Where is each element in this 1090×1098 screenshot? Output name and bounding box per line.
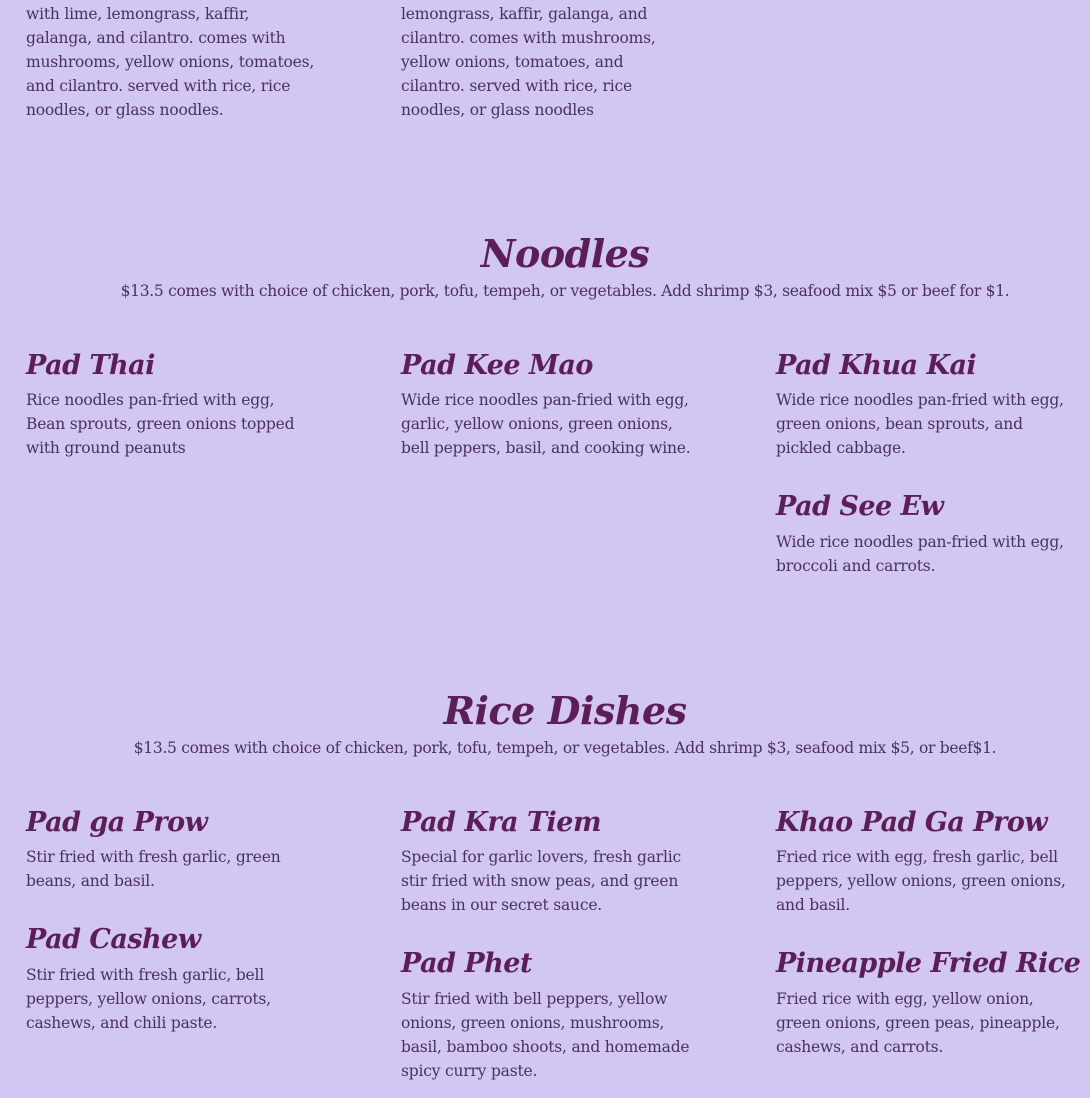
dish-name: Pad See Ew [776,491,944,522]
menu-item-description: with lime, lemongrass, kaffir, galanga, and cilantro. comes with mushrooms, yellow onions, tomatoes, and cilantro. served with rice, rice noodles, or glass noodles. [26,5,315,119]
section-subtitle-rice-dishes: $13.5 comes with choice of chicken, pork, tofu, tempeh, or vegetables. Add shrimp $3, seafood mix $5, or beef$1. [133,739,997,757]
dish-name: Khao Pad Ga Prow [776,807,1048,838]
dish-name: Pad Kee Mao [401,350,593,381]
section-title-rice-dishes: Rice Dishes [443,688,687,733]
dish-description: Fried rice with egg, fresh garlic, bell peppers, yellow onions, green onions, and basil. [776,848,1066,914]
dish-name: Pad Kra Tiem [401,807,602,838]
dish-description: Wide rice noodles pan-fried with egg, broccoli and carrots. [776,533,1064,575]
dish-name: Pad ga Prow [26,807,208,838]
dish-description: Stir fried with bell peppers, yellow onions, green onions, mushrooms, basil, bamboo shoots, and homemade spicy curry paste. [401,990,690,1080]
dish-name: Pineapple Fried Rice [776,948,1081,979]
dish-name: Pad Khua Kai [776,350,977,381]
section-subtitle-noodles: $13.5 comes with choice of chicken, pork, tofu, tempeh, or vegetables. Add shrimp $3, seafood mix $5 or beef for $1. [120,282,1010,300]
dish-description: Stir fried with fresh garlic, bell peppers, yellow onions, carrots, cashews, and chili paste. [26,966,271,1032]
dish-description: Special for garlic lovers, fresh garlic stir fried with snow peas, and green beans in our secret sauce. [401,848,681,914]
dish-name: Pad Thai [26,350,155,381]
dish-description: Wide rice noodles pan-fried with egg, garlic, yellow onions, green onions, bell peppers, basil, and cooking wine. [401,391,691,457]
dish-name: Pad Phet [401,948,532,979]
dish-description: Stir fried with fresh garlic, green beans, and basil. [26,848,281,890]
menu-item-description: lemongrass, kaffir, galanga, and cilantro. comes with mushrooms, yellow onions, tomatoes, and cilantro. served with rice, rice noodles, or glass noodles [401,5,656,119]
dish-description: Rice noodles pan-fried with egg, Bean sprouts, green onions topped with ground peanuts [26,391,295,457]
dish-description: Wide rice noodles pan-fried with egg, green onions, bean sprouts, and pickled cabbage. [776,391,1064,457]
dish-description: Fried rice with egg, yellow onion, green onions, green peas, pineapple, cashews, and carrots. [776,990,1060,1056]
dish-name: Pad Cashew [26,924,201,955]
section-title-noodles: Noodles [480,231,650,276]
